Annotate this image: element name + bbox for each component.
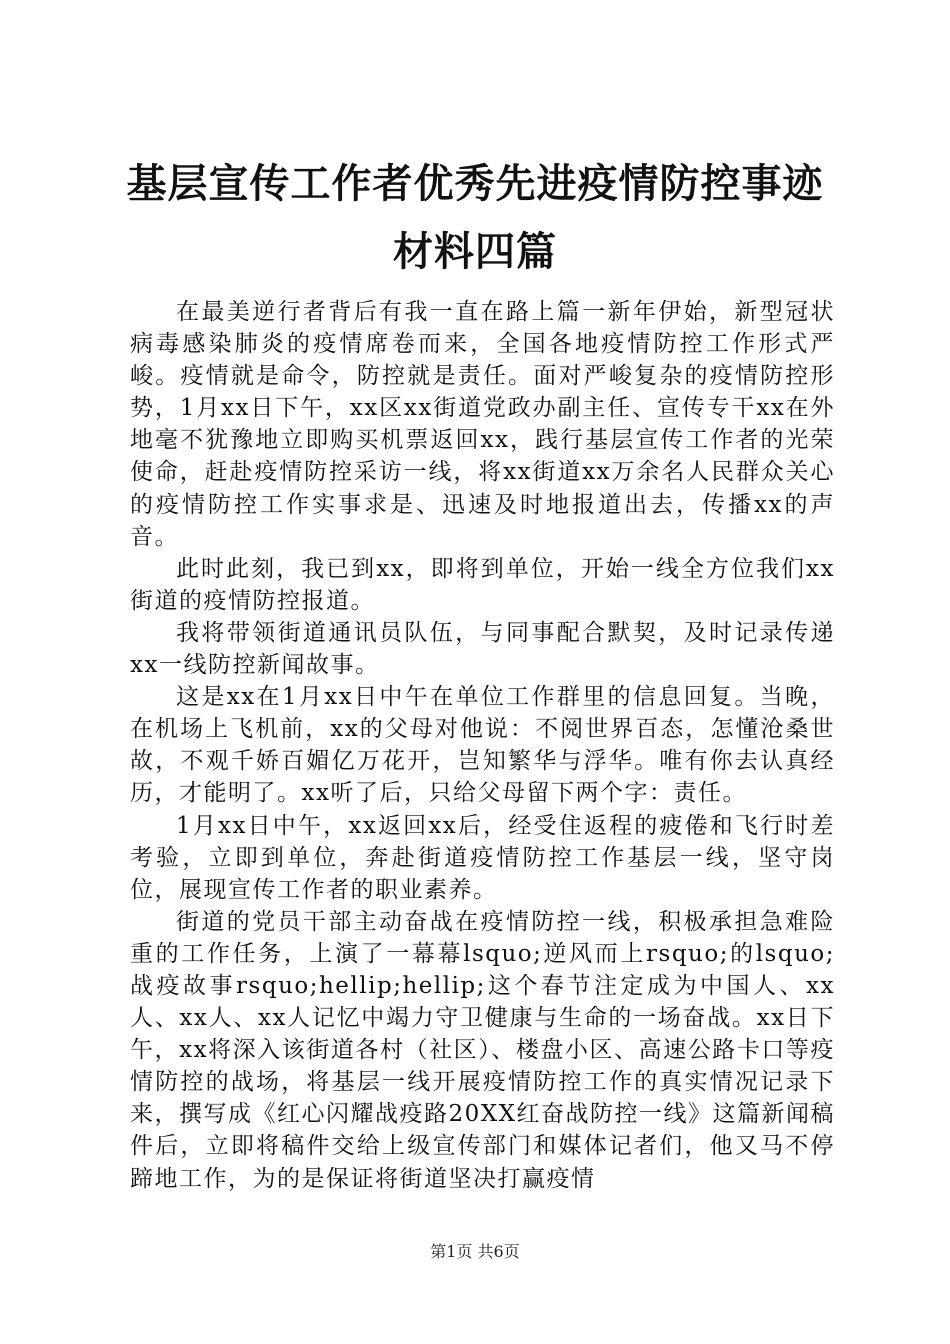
page-number-footer: 第1页 共6页	[430, 1242, 520, 1261]
paragraph: 街道的党员干部主动奋战在疫情防控一线，积极承担急难险重的工作任务，上演了一幕幕lsquo;逆风而上rsquo;的lsquo;战疫故事rsquo;hellip;hellip;这个春节注定成为中国人、xx人、xx人、xx人记忆中竭力守卫健康与生命的一场奋战。xx日下午，xx将深入该街道各村（社区）、楼盘小区、高速公路卡口等疫情防控的战场，将基层一线开展疫情防控工作的真实情况记录下来，撰写成《红心闪耀战疫路20XX红奋战防控一线》这篇新闻稿件后，立即将稿件交给上级宣传部门和媒体记者们，他又马不停蹄地工作，为的是保证将街道坚决打赢疫情	[130, 908, 836, 1192]
document-body	[130, 296, 835, 1195]
document-title: 基层宣传工作者优秀先进疫情防控事迹材料四篇	[126, 160, 824, 275]
paragraph: 在最美逆行者背后有我一直在路上篇一新年伊始，新型冠状病毒感染肺炎的疫情席卷而来，全国各地疫情防控工作形式严峻。疫情就是命令，防控就是责任。面对严峻复杂的疫情防控形势，1月xx日下午，xx区xx街道党政办副主任、宣传专干xx在外地毫不犹豫地立即购买机票返回xx，践行基层宣传工作者的光荣使命，赶赴疫情防控采访一线，将xx街道xx万余名人民群众关心的疫情防控工作实事求是、迅速及时地报道出去，传播xx的声音。	[130, 299, 835, 550]
paragraph: 1月xx日中午，xx返回xx后，经受住返程的疲倦和飞行时差考验，立即到单位，奔赴街道疫情防控工作基层一线，坚守岗位，展现宣传工作者的职业素养。	[130, 812, 835, 903]
paragraph: 我将带领街道通讯员队伍，与同事配合默契，及时记录传递xx一线防控新闻故事。	[130, 619, 835, 679]
paragraph: 这是xx在1月xx日中午在单位工作群里的信息回复。当晚，在机场上飞机前，xx的父母对他说：不阅世界百态，怎懂沧桑世故，不观千娇百媚亿万花开，岂知繁华与浮华。唯有你去认真经历，才能明了。xx听了后，只给父母留下两个字：责任。	[130, 684, 835, 807]
paragraph: 此时此刻，我已到xx，即将到单位，开始一线全方位我们xx街道的疫情防控报道。	[130, 555, 835, 614]
